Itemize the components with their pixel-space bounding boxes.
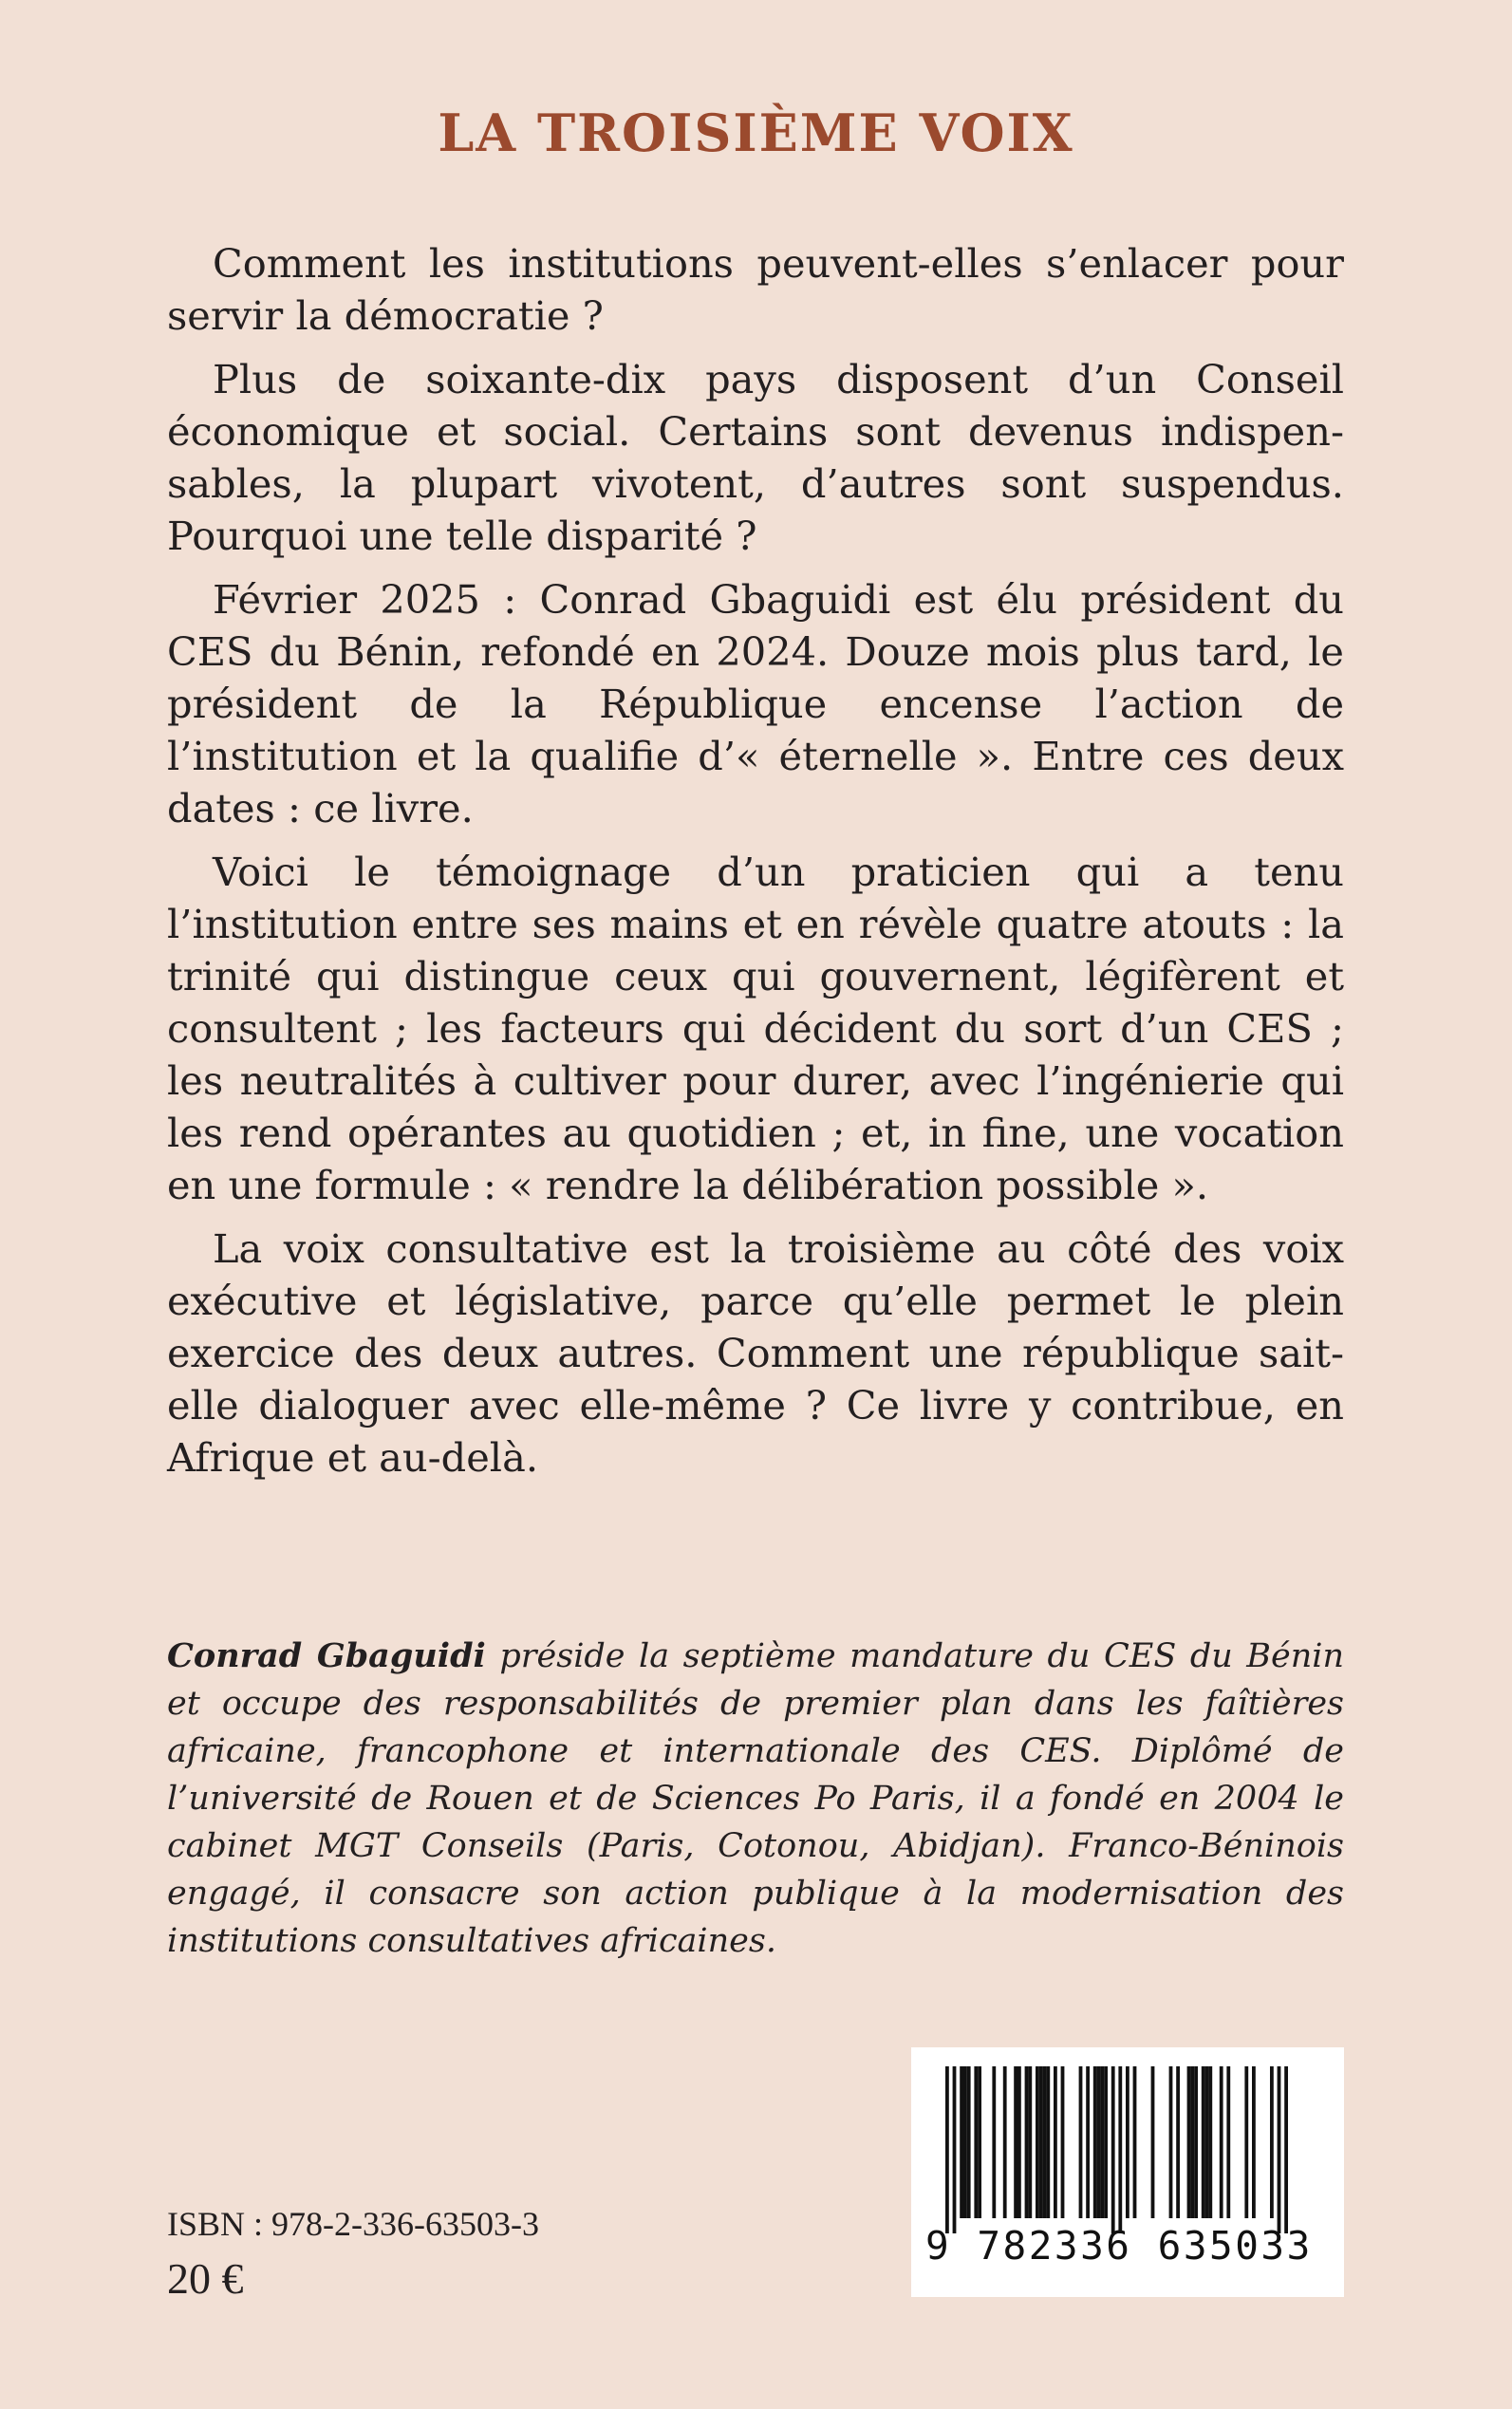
barcode-bar xyxy=(1252,2066,1256,2218)
barcode-bar xyxy=(967,2066,971,2218)
barcode-bar xyxy=(1208,2066,1212,2218)
book-title: LA TROISIÈME VOIX xyxy=(438,103,1074,163)
barcode-bar xyxy=(1169,2066,1173,2218)
back-cover-blurb xyxy=(167,237,1344,1495)
barcode-bar xyxy=(1036,2066,1039,2218)
barcode-bar xyxy=(1194,2066,1198,2218)
barcode-bar xyxy=(974,2066,978,2218)
barcode-bar xyxy=(1126,2066,1129,2218)
barcode-digits: 9 782336 635033 xyxy=(925,2223,1313,2269)
barcode-bar xyxy=(1205,2066,1209,2218)
barcode-bar xyxy=(978,2066,981,2218)
barcode-bar xyxy=(1061,2066,1065,2218)
barcode-bar xyxy=(1014,2066,1017,2218)
barcode-bar xyxy=(1151,2066,1155,2218)
barcode-bar xyxy=(1118,2066,1122,2233)
author-name: Conrad Gbaguidi xyxy=(167,1636,486,1675)
barcode-bar xyxy=(1097,2066,1101,2218)
barcode-bar xyxy=(1284,2066,1288,2233)
barcode-bar xyxy=(1111,2066,1115,2233)
barcode-bar xyxy=(1054,2066,1057,2218)
price-label: 20 € xyxy=(167,2254,244,2303)
blurb-paragraph: Comment les institutions peuvent-elles s’enlacer pour servir la démocratie ? xyxy=(167,240,1344,339)
barcode-bar xyxy=(992,2066,996,2218)
barcode-bar xyxy=(1176,2066,1180,2218)
barcode-bar xyxy=(1190,2066,1194,2218)
barcode-bar xyxy=(1025,2066,1029,2218)
barcode-bar xyxy=(1039,2066,1043,2218)
blurb-paragraph: Février 2025 : Conrad Gbaguidi est élu président du CES du Bénin, refondé en 2024. Douze mois plus tard, le président de la République encense l’action de l’institution et la qualifie d’« éternelle ». Entre ces deux dates : ce livre. xyxy=(167,576,1344,831)
barcode-bar xyxy=(1202,2066,1205,2218)
barcode-bar xyxy=(1017,2066,1021,2218)
barcode-bar xyxy=(1043,2066,1047,2218)
barcode-bar xyxy=(1100,2066,1104,2218)
barcode-bar xyxy=(1104,2066,1108,2218)
barcode-bar xyxy=(1278,2066,1281,2233)
barcode-bar xyxy=(1226,2066,1230,2218)
barcode-bar xyxy=(1187,2066,1191,2218)
barcode-bar xyxy=(1028,2066,1032,2218)
barcode-bar xyxy=(953,2066,957,2233)
barcode-bar xyxy=(1133,2066,1137,2218)
blurb-paragraph: Plus de soixante-dix pays disposent d’un Conseil économique et social. Certains sont devenus indispensables, la plupart vivotent, d’autres sont suspendus. Pourquoi une telle disparité ? xyxy=(167,356,1344,559)
barcode-bar xyxy=(1086,2066,1090,2218)
barcode xyxy=(911,2047,1344,2297)
barcode-bar xyxy=(945,2066,949,2233)
blurb-paragraph: Voici le témoignage d’un praticien qui a tenu l’institution entre ses mains et en révèle quatre atouts : la trinité qui distingue ceux qui gouvernent, légifèrent et consultent ; les facteurs qui décident du sort d’un CES ; les neutralités à cultiver pour durer, avec l’ingénierie qui les rend opérantes au quotidien ; et, in fine, une vocation en une formule : « rendre la délibération possible ». xyxy=(167,849,1344,1208)
isbn-label: ISBN : 978-2-336-63503-3 xyxy=(167,2205,539,2243)
barcode-bar xyxy=(1046,2066,1050,2218)
blurb-paragraph: La voix consultative est la troisième au côté des voix exécutive et législative, parce qu’elle permet le plein exercice des deux autres. Comment une république sait-elle dialoguer avec elle-même ? Ce livre y contribue, en Afrique et au-delà. xyxy=(167,1225,1344,1481)
author-bio-text: préside la septième mandature du CES du Bénin et occupe des responsabilités de premier plan dans les faîtières africaine, francophone et internationale des CES. Diplômé de l’université de Rouen et de Sciences Po Paris, il a fondé en 2004 le cabinet MGT Conseils (Paris, Cotonou, Abidjan). Franco-Béninois engagé, il consacre son action publique à la modernisation des institutions consultatives africaines. xyxy=(167,1637,1345,1960)
barcode-bar xyxy=(1093,2066,1097,2218)
barcode-bar xyxy=(1220,2066,1223,2218)
barcode-bar xyxy=(963,2066,967,2218)
barcode-bar xyxy=(1079,2066,1083,2218)
barcode-bar xyxy=(960,2066,963,2218)
barcode-bar xyxy=(1270,2066,1274,2218)
barcode-bar xyxy=(1003,2066,1007,2218)
barcode-bar xyxy=(1244,2066,1248,2218)
author-bio xyxy=(167,1633,1344,1965)
